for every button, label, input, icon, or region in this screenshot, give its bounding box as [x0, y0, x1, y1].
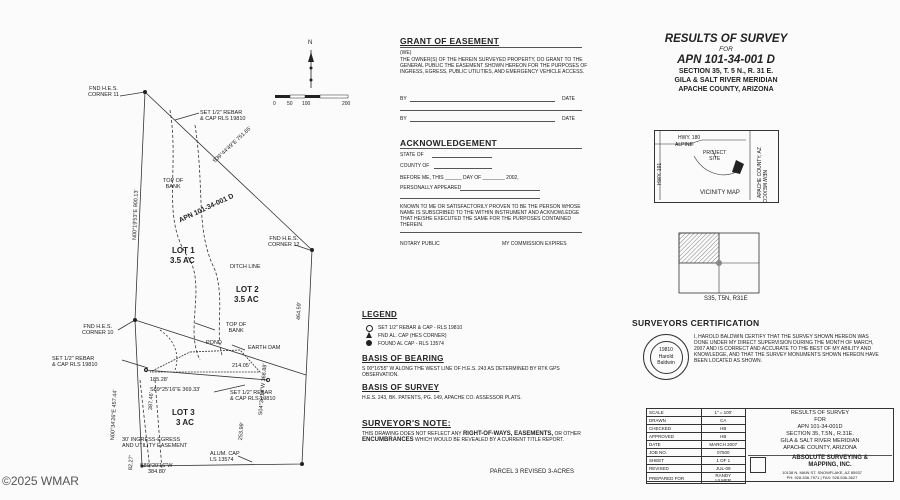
- info-value: HB: [701, 433, 745, 441]
- cert-body: I, HAROLD BALDWIN CERTIFY THAT THE SURVEY SHOWN HEREON WAS DONE UNDER MY DIRECT SUPERVISION DURING THE MONTH OF MARCH, 2007 AND IS CORRECT AND ACCURATE TO THE BEST OF MY ABILITY AND KNOWLEDGE, AND THAT THE SURVEY MONUMENTS SHOWN HEREON HAVE BEEN LOCATED AS SHOWN.: [694, 334, 879, 364]
- info-key: CHECKED: [647, 425, 702, 433]
- survey-title: BASIS OF SURVEY: [362, 383, 440, 392]
- label-earth-dam: EARTH DAM: [248, 345, 281, 351]
- label-apn-map: APN 101-34-001 D: [178, 192, 235, 225]
- info-value: JUL-09: [701, 465, 745, 473]
- info-key: PREPARED FOR: [647, 473, 702, 484]
- ack-appeared: PERSONALLY APPEARED: [400, 185, 462, 191]
- label-bearing-mid: S89°25'16"E 369.33': [150, 387, 201, 393]
- label-set-rebar-left: SET 1/2" REBAR & CAP RLS 19810: [52, 356, 98, 368]
- title-line4: SECTION 35, T. 5 N., R. 31 E.: [678, 68, 774, 75]
- cert-title: SURVEYORS CERTIFICATION: [632, 318, 760, 328]
- lot1-acres: 3.5 AC: [170, 256, 195, 265]
- scale-tick-200: 200: [342, 101, 351, 107]
- info-value: RANDY ULMER: [701, 473, 745, 484]
- watermark: ©2025 WMAR: [2, 474, 79, 488]
- info-row: [647, 433, 746, 441]
- easement-we: (WE): [400, 50, 412, 56]
- lot3-acres: 3 AC: [176, 418, 194, 427]
- easement-by-1: BY: [400, 96, 407, 102]
- easement-body: THE OWNER(S) OF THE HEREIN SURVEYED PROPERTY, DO GRANT TO THE GENERAL PUBLIC THE EASEMENT SHOWN HEREON FOR THE PURPOSES OF INGRESS, EGRESS, PUBLIC UTILITIES, AND EMERGENCY VEHICLE ACCESS.: [400, 57, 588, 75]
- tb-l1: RESULTS OF SURVEY: [790, 410, 850, 416]
- info-value: 1 OF 1: [701, 457, 745, 465]
- corner-10-marker: [133, 318, 137, 322]
- tb-l3: APN 101-34-001D: [797, 424, 843, 430]
- easement-date-2: DATE: [562, 116, 575, 122]
- label-set-rebar-top: SET 1/2" REBAR & CAP RLS 19810: [200, 110, 246, 122]
- note-title: SURVEYOR'S NOTE:: [362, 418, 451, 428]
- info-key: REVISED: [647, 465, 702, 473]
- info-key: DRAWN: [647, 417, 702, 425]
- ack-state: STATE OF: [400, 152, 424, 158]
- tb-l6: APACHE COUNTY, ARIZONA: [783, 445, 857, 451]
- vicinity-hwy180: HWY. 180: [678, 135, 701, 141]
- label-east-dist: 464.59': [296, 302, 303, 321]
- note-body: THIS DRAWING DOES NOT REFLECT ANY RIGHT-OF-WAYS, EASEMENTS, OR OTHER ENCUMBRANCES WHICH WOULD BE REVEALED BY A CURRENT TITLE REPORT.: [362, 431, 581, 443]
- tb-l2: FOR: [814, 417, 826, 423]
- ack-expires: MY COMMISSION EXPIRES: [502, 241, 567, 247]
- section-diagram: [678, 232, 760, 294]
- ack-before: BEFORE ME, THIS ______ DAY OF ________ 2002,: [400, 175, 519, 181]
- surveyor-seal: [643, 334, 689, 380]
- section-caption: S35, T5N, R31E: [704, 296, 748, 302]
- legend-fnd-hes-icon: [366, 332, 372, 338]
- company-address: 10138 N. MAIN ST. SNOWFLAKE, AZ 85937: [782, 470, 862, 475]
- label-corner-10: FND H.E.S. CORNER 10: [82, 324, 114, 336]
- scale-bar: [275, 95, 348, 98]
- vicinity-project: PROJECT SITE: [703, 150, 727, 162]
- title-line1: RESULTS OF SURVEY: [664, 33, 788, 45]
- info-row: [647, 449, 746, 457]
- vicinity-caption: VICINITY MAP: [700, 190, 740, 196]
- info-row: [647, 417, 746, 425]
- seal-name: Harold Baldwin: [657, 354, 675, 366]
- label-bottom-bearing: S89°20'16"W: [140, 463, 173, 469]
- bearing-body: S 00°16'55" W ALONG THE WEST LINE OF H.E.S. 243 AS DETERMINED BY RTK GPS OBSERVATION.: [362, 366, 560, 378]
- label-easement: 30' INGRESS-EGRESS AND UTILITY EASEMENT: [122, 437, 188, 449]
- vicinity-alpine: ALPINE: [675, 142, 693, 148]
- label-corner-12: FND H.E.S. CORNER 12: [268, 236, 300, 248]
- legend-item-2: FND AL. CAP (HES CORNER): [378, 333, 447, 339]
- scale-tick-100: 100: [302, 101, 311, 107]
- label-bearing-top: S39°44'49"E 751.65': [212, 125, 253, 165]
- seal-number: 19810: [659, 347, 673, 353]
- survey-markers: [133, 90, 314, 468]
- info-table: [646, 408, 746, 484]
- legend-item-3: FOUND AL CAP - RLS 13574: [378, 341, 444, 347]
- easement-by-2: BY: [400, 116, 407, 122]
- ack-county: COUNTY OF: [400, 163, 430, 169]
- title-line3: APN 101-34-001 D: [677, 54, 775, 66]
- ack-body: KNOWN TO ME OR SATISFACTORILY PROVEN TO BE THE PERSON WHOSE NAME IS SUBSCRIBED TO THE WITHIN INSTRUMENT AND ACKNOWLEDGE THAT HE/SHE EXECUTED THE SAME FOR THE PURPOSES CONTAINED THEREIN.: [400, 204, 581, 228]
- info-key: JOB NO.: [647, 449, 702, 457]
- creek-line: [170, 110, 200, 360]
- label-d-62: 82.27': [128, 455, 135, 471]
- legend-set-rebar-icon: [366, 325, 373, 332]
- info-value: CA: [701, 417, 745, 425]
- info-key: SHEET: [647, 457, 702, 465]
- label-set-rebar-mid: SET 1/2" REBAR & CAP RLS 19810: [230, 390, 276, 402]
- ack-title: ACKNOWLEDGEMENT: [400, 138, 498, 148]
- label-ditch-line: DITCH LINE: [230, 264, 261, 270]
- parcel-revised: PARCEL 3 REVISED 3-ACRES: [490, 469, 575, 475]
- info-key: SCALE: [647, 409, 702, 417]
- corner-12-marker: [310, 248, 314, 252]
- titleblock-text: [748, 410, 892, 452]
- info-row: [647, 409, 746, 417]
- lot2-label: LOT 2: [236, 285, 259, 294]
- label-d-167: 387.46': [148, 392, 155, 411]
- label-top-bank-1: TOP OF BANK: [163, 178, 184, 190]
- label-east-dist2: S04°36'14"W 368.88': [258, 363, 269, 416]
- survey-body: H.E.S. 243, BK. PATENTS, PG. 149, APACHE CO. ASSESSOR PLATS.: [362, 395, 522, 401]
- north-label: N: [308, 40, 313, 46]
- lot1-label: LOT 1: [172, 246, 195, 255]
- info-key: DATE: [647, 441, 702, 449]
- label-dist-253: 253.99': [238, 422, 246, 441]
- label-corner-11: FND H.E.S. CORNER 11: [88, 86, 120, 98]
- vicinity-apache: APACHE COUNTY, AZ: [757, 147, 763, 198]
- info-row: [647, 473, 746, 484]
- lot3-label: LOT 3: [172, 408, 195, 417]
- scale-tick-50: 50: [287, 101, 293, 107]
- legend-item-1: SET 1/2" REBAR & CAP - RLS 19810: [378, 325, 463, 331]
- legend-found-cap-icon: [366, 340, 372, 346]
- label-dist-left: N00°19'53"E 900.13': [132, 189, 140, 241]
- company-phone: PH: 928-536-7971 | FAX: 928-536-3627: [786, 475, 858, 480]
- info-row: [647, 441, 746, 449]
- vicinity-hwy191: HWY. 191: [657, 162, 663, 185]
- legend-title: LEGEND: [362, 310, 398, 319]
- title-line2: FOR: [719, 46, 733, 53]
- easement-date-1: DATE: [562, 96, 575, 102]
- vicinity-newmexico: NEW MEXICO: [761, 170, 767, 203]
- label-d2: 214.05': [232, 363, 250, 369]
- north-arrow: [308, 50, 314, 88]
- lot2-acres: 3.5 AC: [234, 295, 259, 304]
- bearing-title: BASIS OF BEARING: [362, 354, 444, 363]
- info-row: [647, 465, 746, 473]
- label-south-left: N00°34'26"E 457.44': [110, 389, 119, 441]
- corner-11-marker: [143, 90, 147, 94]
- info-value: 1" = 100': [701, 409, 745, 417]
- info-value: 07500: [701, 449, 745, 457]
- tb-l5: GILA & SALT RIVER MERIDIAN: [780, 438, 860, 444]
- info-value: HB: [701, 425, 745, 433]
- title-line5: GILA & SALT RIVER MERIDIAN: [674, 77, 778, 84]
- alum-cap-marker: [300, 462, 304, 466]
- title-line6: APACHE COUNTY, ARIZONA: [678, 86, 774, 93]
- label-pond: POND: [206, 340, 222, 346]
- label-d1: 185.28': [150, 377, 168, 383]
- label-alum-cap: ALUM. CAP LS 13574: [210, 451, 240, 463]
- company-name: ABSOLUTE SURVEYING & MAPPING, INC.: [792, 455, 868, 468]
- info-row: [647, 457, 746, 465]
- info-value: MARCH 2007: [701, 441, 745, 449]
- tb-l4: SECTION 35, T.5N., R.31E.: [786, 431, 854, 437]
- info-row: [647, 425, 746, 433]
- label-top-bank-2: TOP OF BANK: [226, 322, 247, 334]
- easement-title: GRANT OF EASEMENT: [400, 36, 500, 46]
- info-key: APPROVED: [647, 433, 702, 441]
- ack-notary: NOTARY PUBLIC: [400, 241, 440, 247]
- scale-tick-0: 0: [273, 101, 276, 107]
- label-bottom-dist: 384.80': [148, 469, 166, 475]
